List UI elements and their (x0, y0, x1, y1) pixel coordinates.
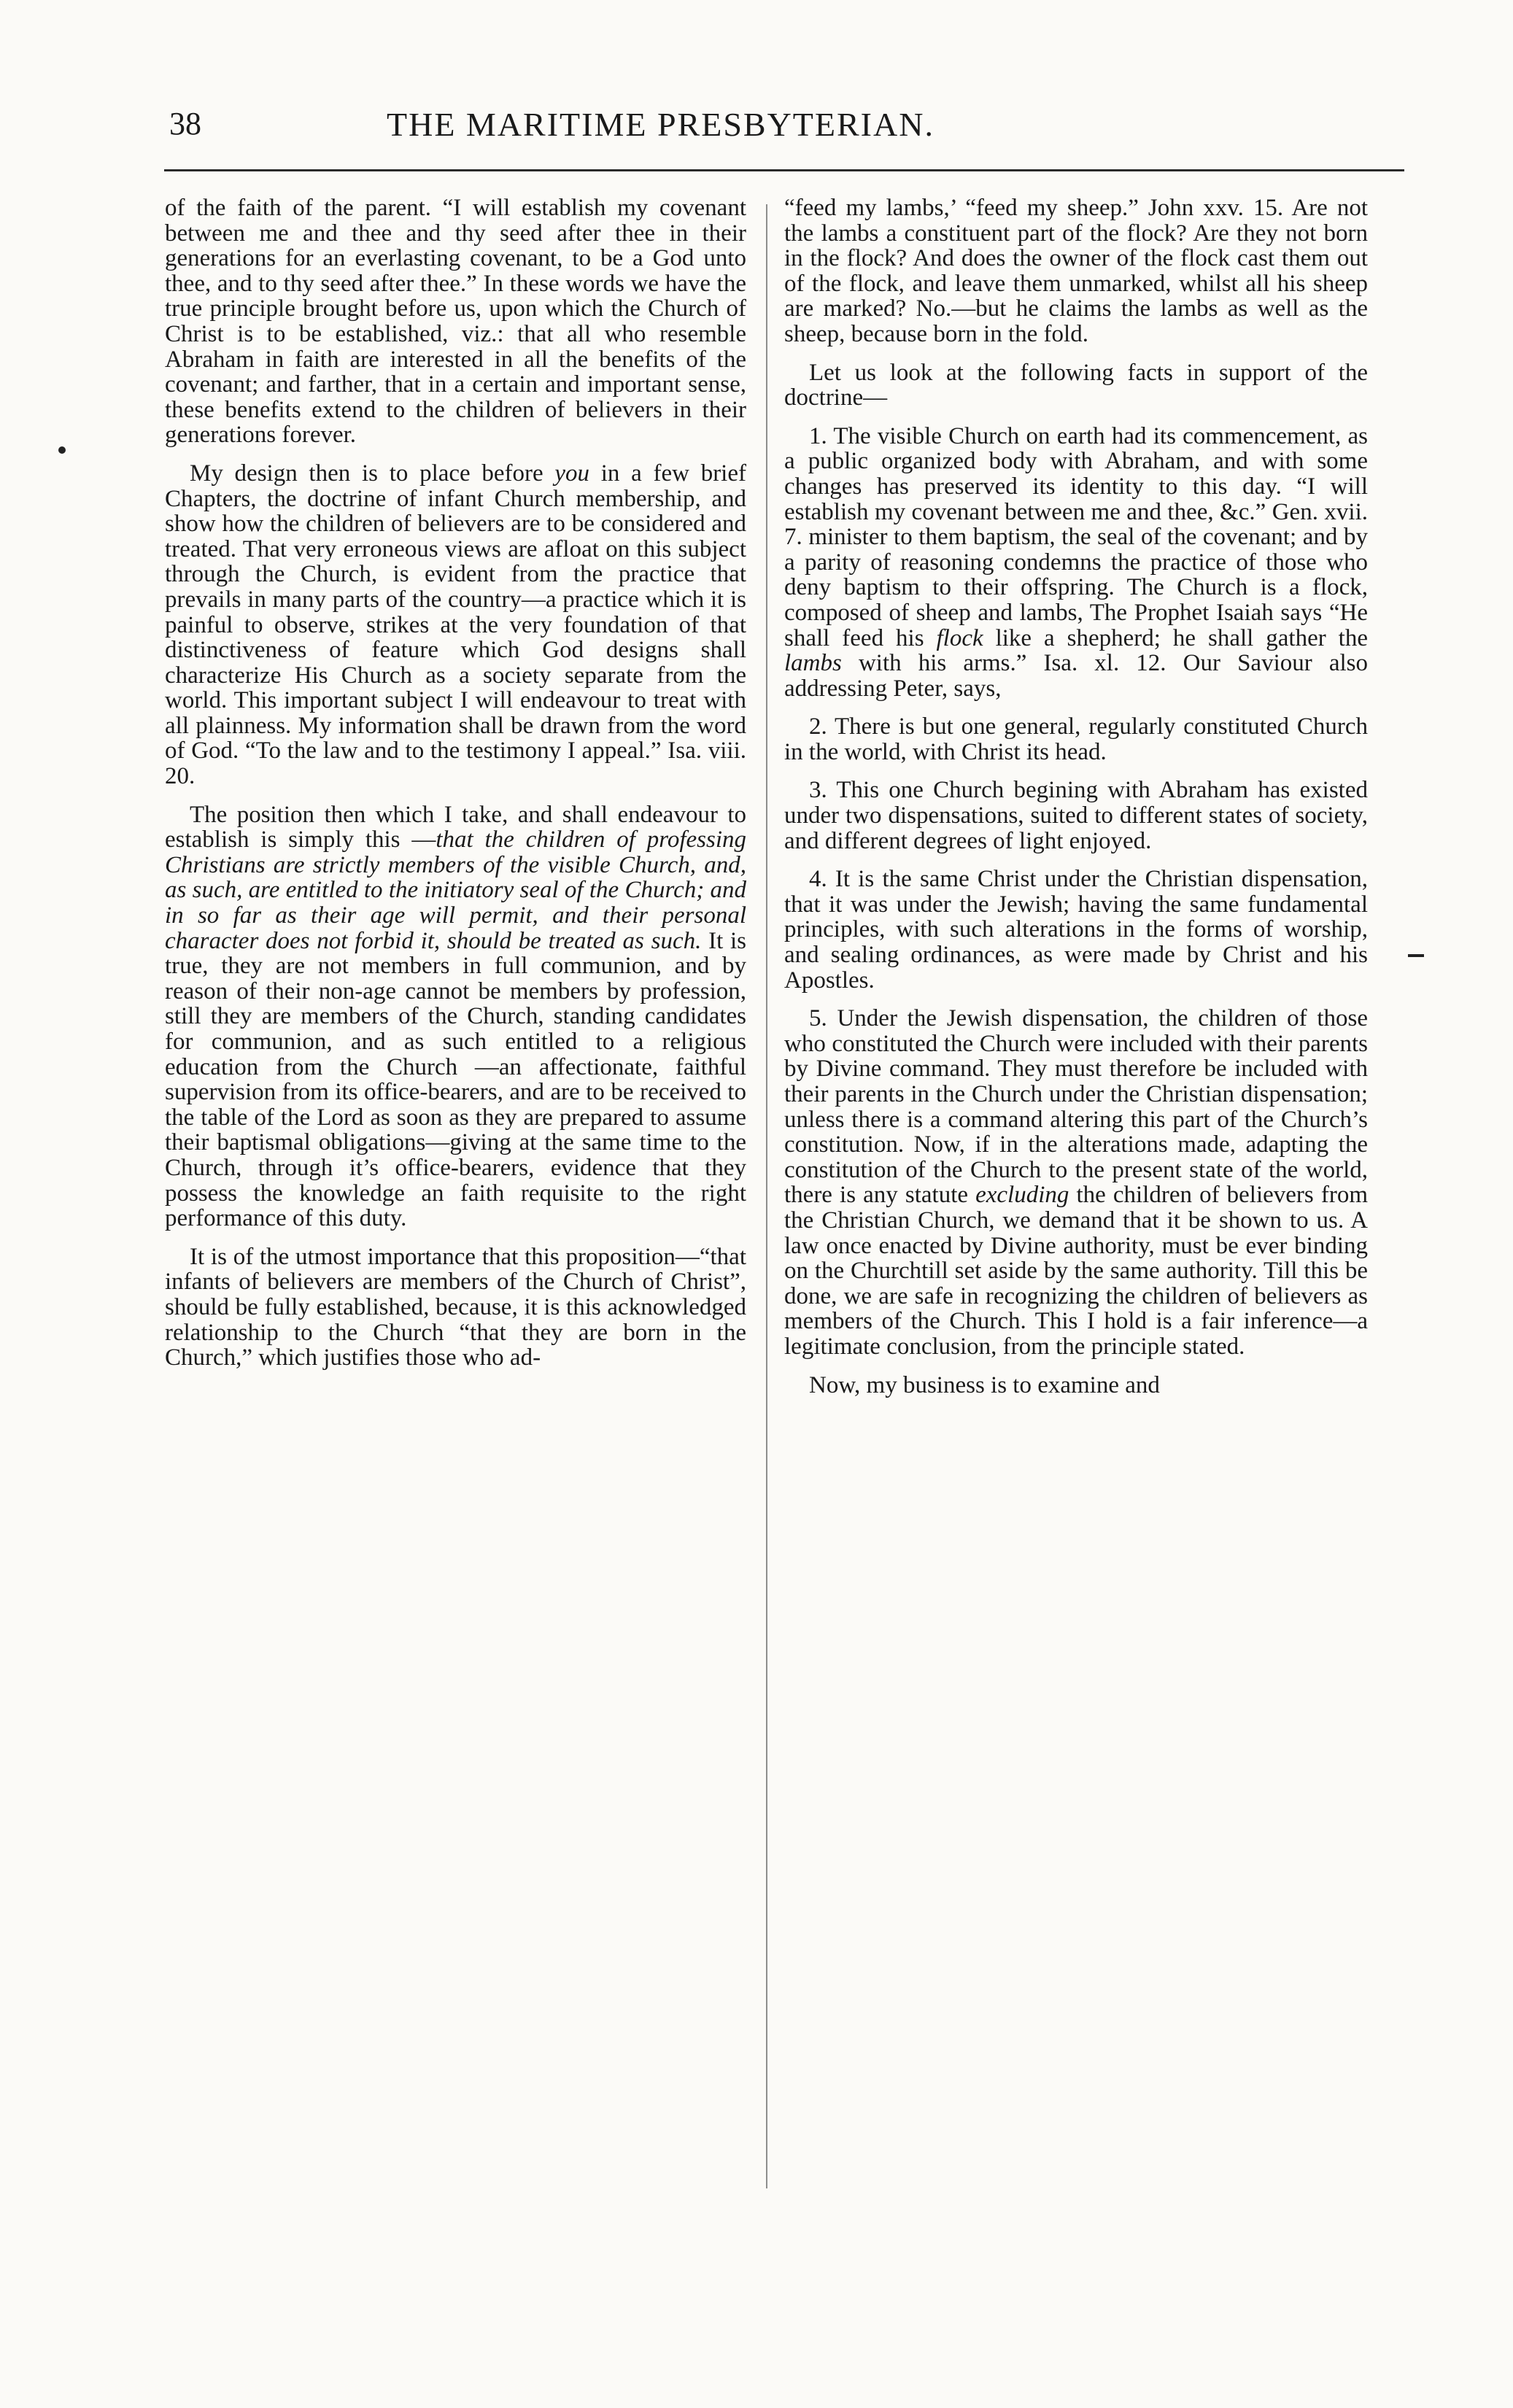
right-paragraph-3-text-e: with his arms.” Isa. xl. 12. Our Saviour also addressing Peter, says, (784, 650, 1368, 702)
left-paragraph-4: It is of the utmost importance that this proposition—“that infants of believers are members of the Church of Christ”, should be fully established, because, it is this acknowledged relationship to the Church “that they are born in the Church,” which justifies those who ad- (165, 1243, 746, 1371)
left-paragraph-3-thesis: that the children of professing Christians are strictly members of the visible Church, and, as such, are entitled to the initiatory seal of the Church; and in so far as their age will permit, and their personal character does not forbid it, should be treated as such. (165, 826, 746, 954)
left-paragraph-3 (165, 802, 746, 1231)
right-paragraph-3-text-c: like a shepherd; he shall gather the (983, 624, 1368, 651)
running-title: THE MARITIME PRESBYTERIAN. (387, 106, 934, 143)
right-paragraph-6: 4. It is the same Christ under the Christian dispensation, that it was under the Jewish; having the same fundamental principles, with such alterations in the forms of worship, and sealing ordinances, as were made by Christ and his Apostles. (784, 866, 1368, 994)
right-paragraph-7-text-c: the children of believers from the Christian Church, we demand that it be shown to us. A law once enacted by Divine authority, must be ever binding on the Churchtill set aside by the same authority. Till this be done, we are safe in recognizing the children of believers as members of the Church. This I hold is a fair inference—a legitimate conclusion, from the principle stated. (784, 1182, 1368, 1360)
left-column (165, 195, 746, 1384)
right-paragraph-1: “feed my lambs,’ “feed my sheep.” John xxv. 15. Are not the lambs a constituent part of the flock? Are they not born in the flock? And does the owner of the flock cast them out of the flock, and leave them unmarked, whilst all his sheep are marked? No.—but he claims the lambs as well as the sheep, because born in the fold. (784, 195, 1368, 347)
right-paragraph-7 (784, 1006, 1368, 1359)
right-paragraph-5: 3. This one Church begining with Abraham has existed under two dispensations, suited to different states of society, and different degrees of light enjoyed. (784, 777, 1368, 854)
left-paragraph-2-text-a: My design then is to place before (190, 460, 555, 487)
left-paragraph-2 (165, 461, 746, 789)
right-paragraph-4: 2. There is but one general, regularly constituted Church in the world, with Christ its head. (784, 713, 1368, 765)
left-paragraph-1: of the faith of the parent. “I will establish my covenant between me and thee and thy seed after thee in their generations for an everlasting covenant, to be a God unto thee, and to thy seed after thee.” In these words we have the true principle brought before us, upon which the Church of Christ is to be established, viz.: that all who resemble Abraham in faith are interested in all the benefits of the covenant; and farther, that in a certain and important sense, these benefits extend to the children of believers in their generations forever. (165, 195, 746, 449)
left-paragraph-2-emphasis: you (554, 460, 590, 487)
right-column (784, 195, 1368, 1411)
right-paragraph-3 (784, 424, 1368, 702)
right-paragraph-7-excluding: excluding (975, 1182, 1069, 1209)
header-rule (164, 169, 1404, 171)
margin-ink-dash (1408, 954, 1424, 957)
right-paragraph-8: Now, my business is to examine and (809, 1371, 1160, 1398)
column-rule (766, 204, 767, 2188)
page-number: 38 (169, 106, 201, 142)
right-paragraph-3-text-a: 1. The visible Church on earth had its commencement, as a public organized body with Abraham, and with some changes has preserved its identity to this day. “I will establish my covenant between me and thee, &c.” Gen. xvii. 7. minister to them baptism, the seal of the covenant; and by a parity of reasoning condemns the practice of those who deny baptism to their offspring. The Church is a flock, composed of sheep and lambs, The Prophet Isaiah says “He shall feed his (784, 422, 1368, 651)
left-paragraph-3-text-a: The position then which I take, and shall endeavour to establish is simply this — (165, 801, 746, 853)
right-paragraph-3-flock: flock (936, 624, 983, 651)
left-paragraph-3-text-c: It is true, they are not members in full communion, and by reason of their non-age cannot be members by profession, still they are members of the Church, standing candidates for communion, and as such entitled to a religious education from the Church —an affectionate, faithful supervision from its office-bearers, and are to be received to the table of the Lord as soon as they are prepared to assume their baptismal obligations—giving at the same time to the Church, through it’s office-bearers, evidence that they possess the knowledge an faith requisite to the right performance of this duty. (165, 927, 746, 1232)
right-paragraph-7-text-a: 5. Under the Jewish dispensation, the children of those who constituted the Church were included with their parents by Divine command. They must therefore be included with their parents in the Church under the Christian dispensation; unless there is a command altering this part of the Church’s constitution. Now, if in the alterations made, adapting the constitution of the Church to the present state of the world, there is any statute (784, 1005, 1368, 1209)
right-paragraph-2: Let us look at the following facts in support of the doctrine— (784, 359, 1368, 411)
margin-ink-dot (58, 446, 66, 454)
right-paragraph-3-lambs: lambs (784, 650, 842, 677)
left-paragraph-2-text-c: in a few brief Chapters, the doctrine of infant Church membership, and show how the children of believers are to be considered and treated. That very erroneous views are afloat on this subject through the Church, is evident from the practice that prevails in many parts of the country—a practice which it is painful to observe, strikes at the very foundation of that distinctiveness of feature which God designs shall characterize His Church as a society separate from the world. This important subject I will endeavour to treat with all plainness. My information shall be drawn from the word of God. “To the law and to the testimony I appeal.” Isa. viii. 20. (165, 460, 746, 790)
